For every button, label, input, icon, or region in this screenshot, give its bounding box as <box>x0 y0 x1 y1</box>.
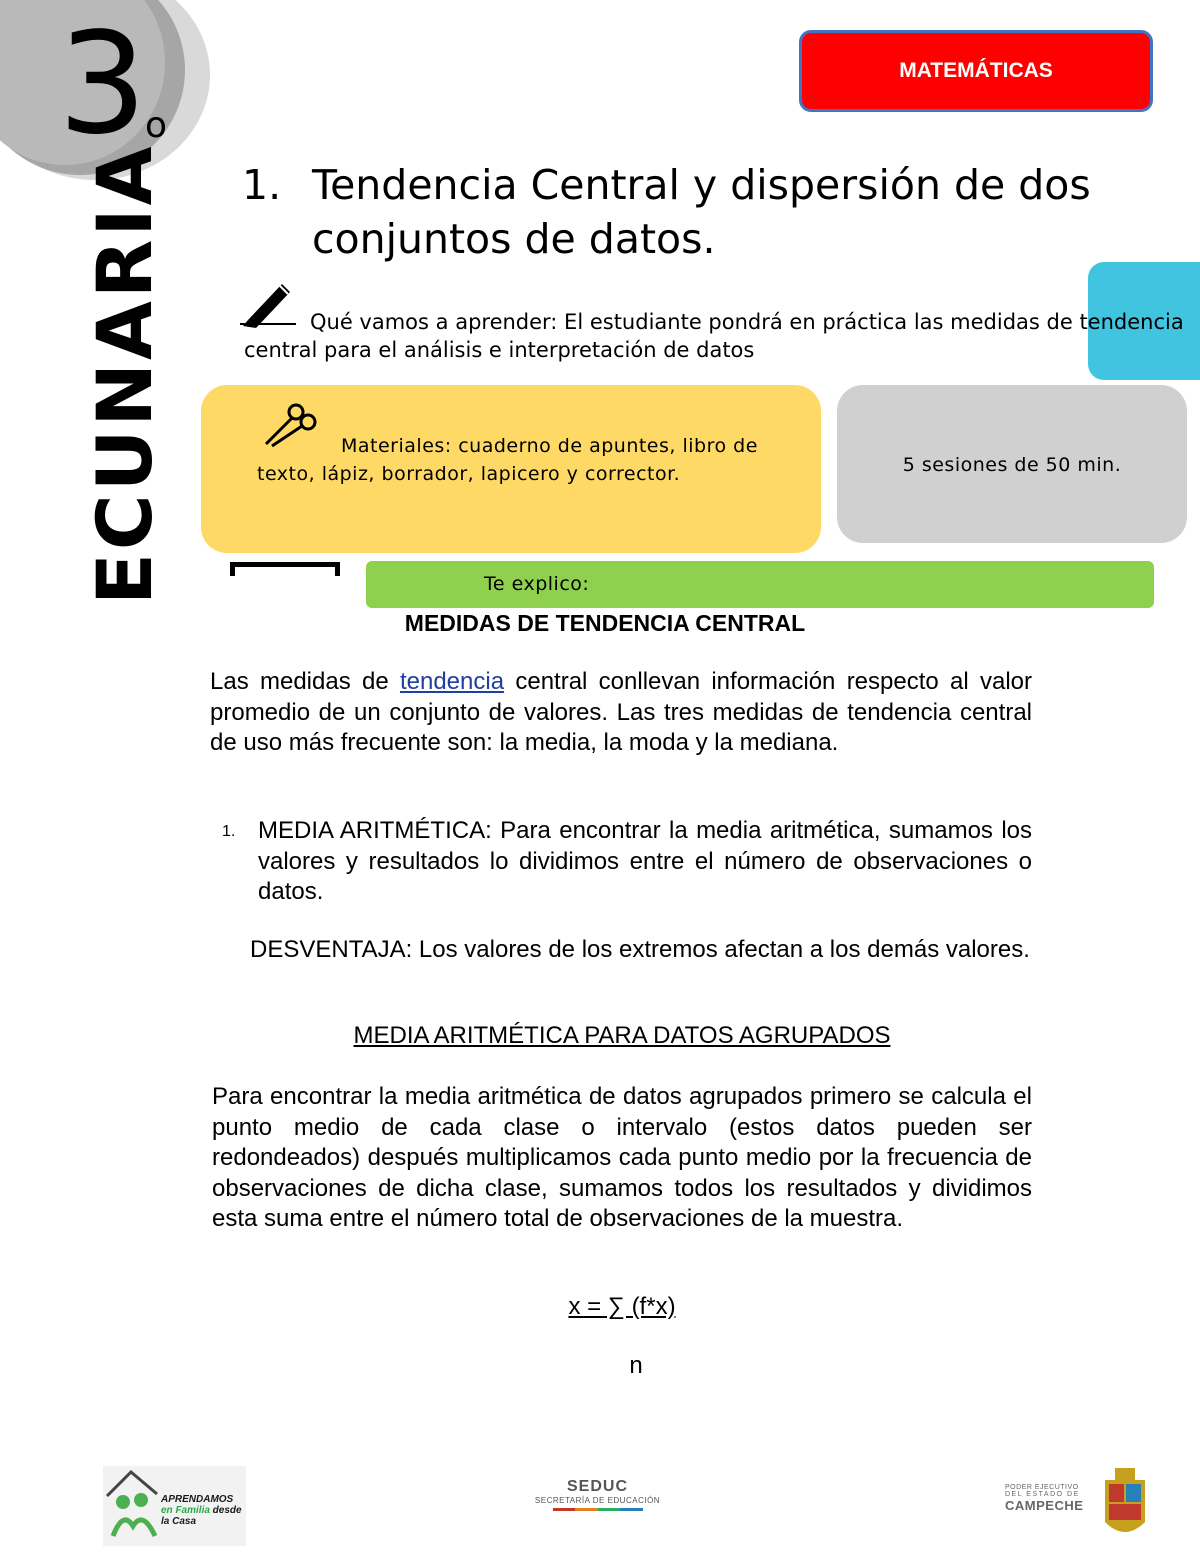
seduc-color-bar <box>553 1508 643 1511</box>
house-family-icon <box>103 1466 163 1546</box>
lesson-title-text: Tendencia Central y dispersión de dos conjuntos de datos. <box>312 161 1091 263</box>
grouped-data-paragraph: Para encontrar la media aritmética de datos agrupados primero se calcula el punto medio de cada clase o intervalo (estos datos pueden ser redondeados) después multiplicamos cada punto medio por la frecuencia de observaciones de dicha clase, sumamos todos los resultados y dividimos esta suma entre el número total de observaciones de la muestra. <box>212 1083 1032 1232</box>
section-heading: MEDIDAS DE TENDENCIA CENTRAL <box>404 610 806 636</box>
tendencia-link[interactable]: tendencia <box>399 668 505 695</box>
logo-line-2a: en Familia <box>161 1505 210 1516</box>
learning-goal-text: Qué vamos a aprender: El estudiante pondrá en práctica las medidas de tendencia central para el análisis e interpretación de datos <box>244 310 1184 362</box>
explain-label: Te explico: <box>484 573 590 595</box>
grade-suffix: o <box>145 105 168 146</box>
seduc-logo <box>520 1478 675 1511</box>
aprendamos-logo-text <box>161 1494 242 1527</box>
learning-goal <box>244 308 1194 364</box>
campeche-line-2: DEL ESTADO DE <box>1005 1491 1080 1498</box>
campeche-logo <box>1005 1484 1095 1513</box>
lesson-number: 1. <box>242 161 282 209</box>
campeche-line-3: CAMPECHE <box>1005 1498 1084 1513</box>
coat-of-arms-icon <box>1100 1466 1150 1544</box>
disadvantage-text: DESVENTAJA: Los valores de los extremos afectan a los demás valores. <box>250 936 1030 963</box>
aprendamos-logo <box>103 1466 246 1546</box>
list-item-media: MEDIA ARITMÉTICA: Para encontrar la media aritmética, sumamos los valores y resultados lo dividimos entre el número de observaciones o datos. <box>258 817 1032 905</box>
intro-paragraph <box>210 667 1032 759</box>
list-item-number: 1. <box>222 823 236 840</box>
sessions-text: 5 sesiones de 50 min. <box>902 454 1122 476</box>
logo-line-3: la Casa <box>161 1516 197 1527</box>
vertical-level-label: ECUNARIA <box>80 143 169 605</box>
campeche-line-1: PODER EJECUTIVO <box>1005 1484 1079 1491</box>
bracket-decoration <box>230 562 340 576</box>
materials-text-content: Materiales: cuaderno de apuntes, libro de texto, lápiz, borrador, lapicero y corrector. <box>257 435 758 485</box>
formula-denominator: n <box>629 1352 643 1379</box>
subsection-heading: MEDIA ARITMÉTICA PARA DATOS AGRUPADOS <box>353 1022 891 1049</box>
intro-text-after: central conllevan información respecto al valor promedio de un conjunto de valores. Las tres medidas de tendencia central de uso más frecuente son: la media, la moda y la mediana. <box>210 668 1033 756</box>
logo-line-1: APRENDAMOS <box>161 1494 234 1505</box>
logo-line-2b: desde <box>209 1505 242 1516</box>
materials-text <box>257 432 802 488</box>
seduc-title: SEDUC <box>566 1478 628 1495</box>
subject-badge: MATEMÁTICAS <box>799 30 1153 112</box>
seduc-subtitle: SECRETARÍA DE EDUCACIÓN <box>534 1496 661 1505</box>
intro-text-before: Las medidas de <box>210 668 400 695</box>
grade-number: 3 <box>58 3 148 166</box>
formula-numerator: x = ∑ (f*x) <box>568 1293 676 1320</box>
